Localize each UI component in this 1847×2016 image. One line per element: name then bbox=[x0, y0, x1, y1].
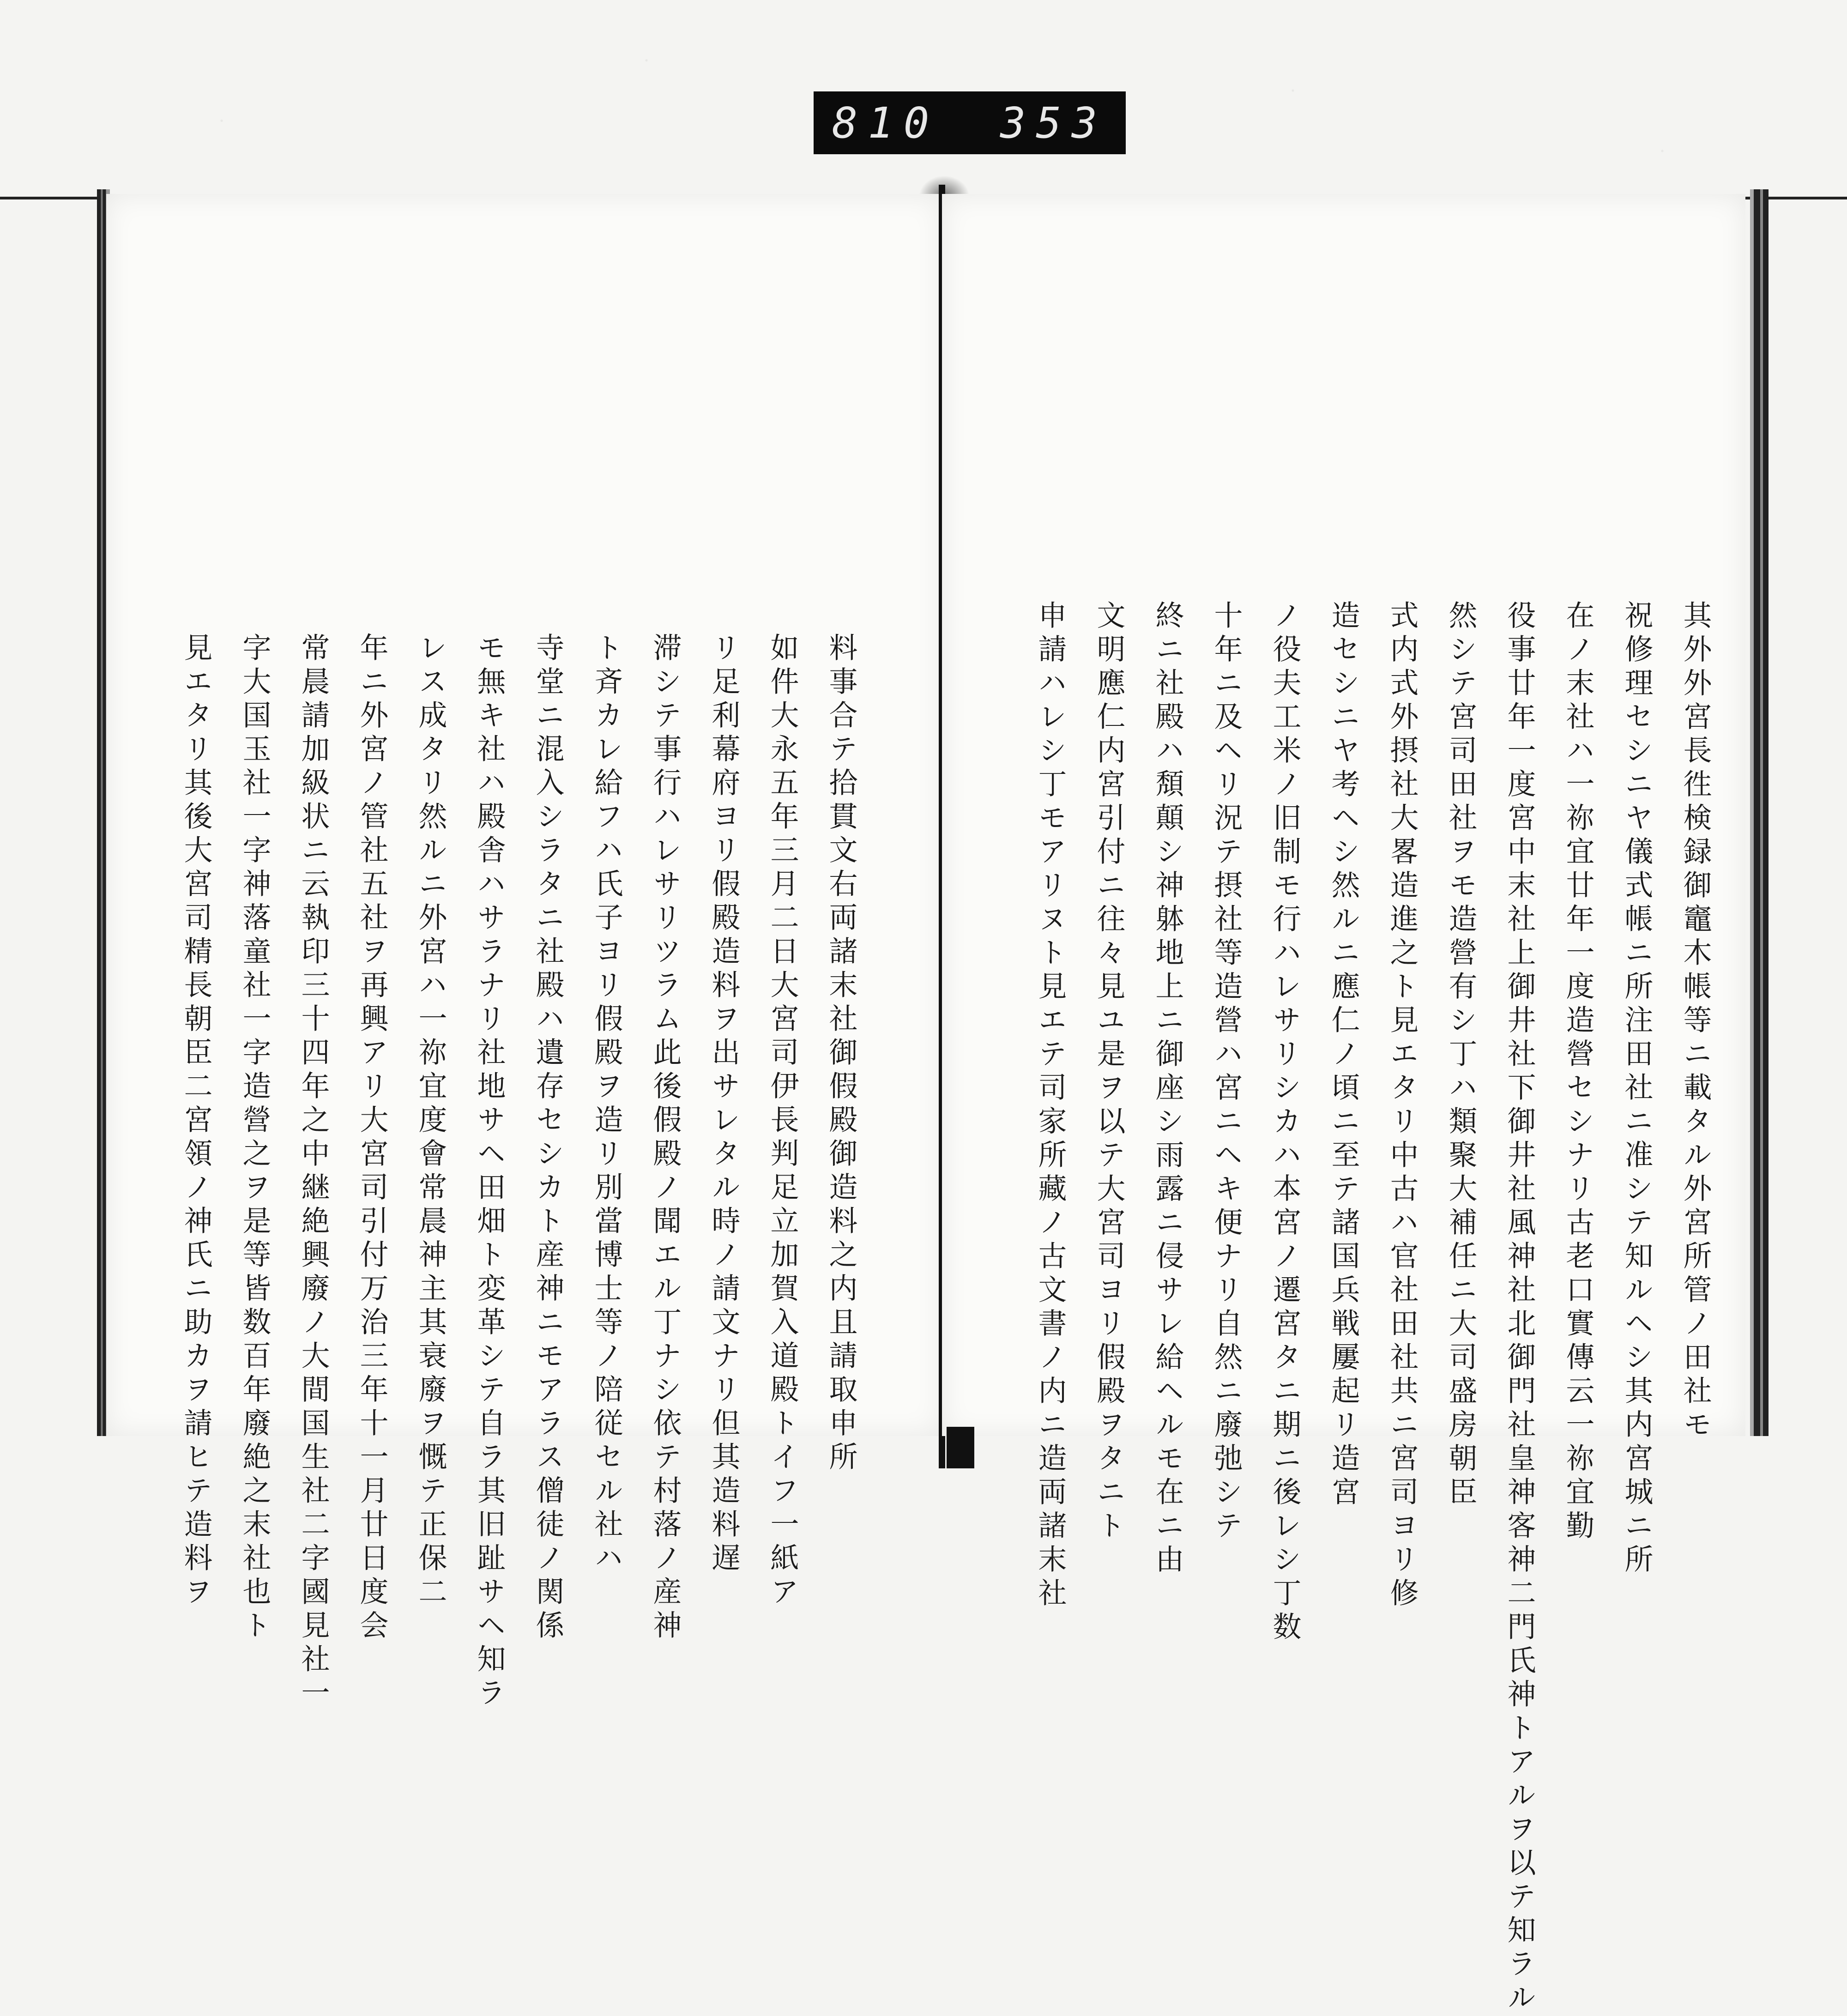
text-column: 式内式外摂社大畧造進之ト見エタリ中古ハ官社田社共ニ宮司ヨリ修 bbox=[1385, 600, 1419, 1612]
text-column: 寺堂ニ混入シラタニ社殿ハ遺存セシカト産神ニモアラス僧徒ノ関係 bbox=[531, 633, 565, 1644]
text-column: モ無キ社ハ殿舎ハサラナリ社地サヘ田畑ト変革シテ自ラ其旧趾サヘ知ラ bbox=[472, 633, 506, 1711]
text-column: レス成タリ然ルニ外宮ハ一祢宜度會常晨神主其衰廢ヲ慨テ正保二 bbox=[414, 633, 447, 1610]
text-column: 在ノ末社ハ一祢宜廿年一度造營セシナリ古老口實傳云一祢宜勤 bbox=[1561, 600, 1595, 1544]
text-column: 常晨請加級状ニ云執印三十四年之中継絶興廢ノ大間国生社二字國見社一 bbox=[296, 633, 330, 1711]
text-column: 其外外宮長徃検録御竈木帳等ニ載タル外宮所管ノ田社モ bbox=[1678, 600, 1712, 1443]
text-column: 文明應仁内宮引付ニ往々見ユ是ヲ以テ大宮司ヨリ假殿ヲタニト bbox=[1092, 600, 1126, 1544]
text-column: 如件大永五年三月二日大宮司伊長判足立加賀入道殿トイフ一紙ア bbox=[766, 633, 799, 1610]
text-column: 十年ニ及ヘリ況テ摂社等造營ハ宮ニヘキ便ナリ自然ニ廢弛シテ bbox=[1209, 600, 1243, 1544]
left-page bbox=[106, 194, 942, 1711]
right-page bbox=[942, 194, 1745, 2016]
right-page-edge bbox=[1750, 189, 1769, 1436]
text-column: 年ニ外宮ノ管社五社ヲ再興アリ大宮司引付万治三年十一月廿日度会 bbox=[355, 633, 389, 1644]
text-column: 見エタリ其後大宮司精長朝臣二宮領ノ神氏ニ助カヲ請ヒテ造料ヲ bbox=[179, 633, 213, 1610]
binding-tab bbox=[947, 1427, 974, 1468]
open-book bbox=[69, 175, 1778, 2016]
reel-number: 810 bbox=[832, 98, 940, 148]
text-column: 祝修理セシニヤ儀式帳ニ所注田社ニ准シテ知ルヘシ其内宮城ニ所 bbox=[1620, 600, 1654, 1578]
text-column: 終ニ社殿ハ頽顛シ神躰地上ニ御座シ雨露ニ侵サレ給ヘルモ在ニ由 bbox=[1151, 600, 1184, 1578]
text-column: ノ役夫工米ノ旧制モ行ハレサリシカハ本宮ノ遷宮タニ期ニ後レシ丁数 bbox=[1268, 600, 1302, 1645]
frame-number: 353 bbox=[1000, 98, 1107, 148]
text-column: 料事合テ拾貫文右両諸末社御假殿御造料之内且請取申所 bbox=[824, 633, 858, 1475]
text-column: 滞シテ事行ハレサリツラム此後假殿ノ聞エル丁ナシ依テ村落ノ産神 bbox=[648, 633, 682, 1644]
film-frame-label bbox=[814, 91, 1126, 154]
text-column: ト斉カレ給フハ氏子ヨリ假殿ヲ造リ別當博士等ノ陪従セル社ハ bbox=[590, 633, 623, 1576]
text-column: 字大国玉社一字神落童社一字造營之ヲ是等皆数百年廢絶之末社也ト bbox=[238, 633, 272, 1644]
text-column: リ足利幕府ヨリ假殿造料ヲ出サレタル時ノ請文ナリ但其造料遅 bbox=[707, 633, 741, 1576]
text-column: 役事廿年一度宮中末社上御井社下御井社風神社北御門社皇神客神二門氏神トアルヲ以テ知ラル bbox=[1503, 600, 1536, 2016]
text-column: 造セシニヤ考ヘシ然ルニ應仁ノ頃ニ至テ諸国兵戦屢起リ造宮 bbox=[1327, 600, 1360, 1510]
text-column: 然シテ宮司田社ヲモ造營有シ丁ハ類聚大補任ニ大司盛房朝臣 bbox=[1444, 600, 1478, 1510]
text-column: 申請ハレシ丁モアリヌト見エテ司家所藏ノ古文書ノ内ニ造両諸末社 bbox=[1033, 600, 1067, 1612]
